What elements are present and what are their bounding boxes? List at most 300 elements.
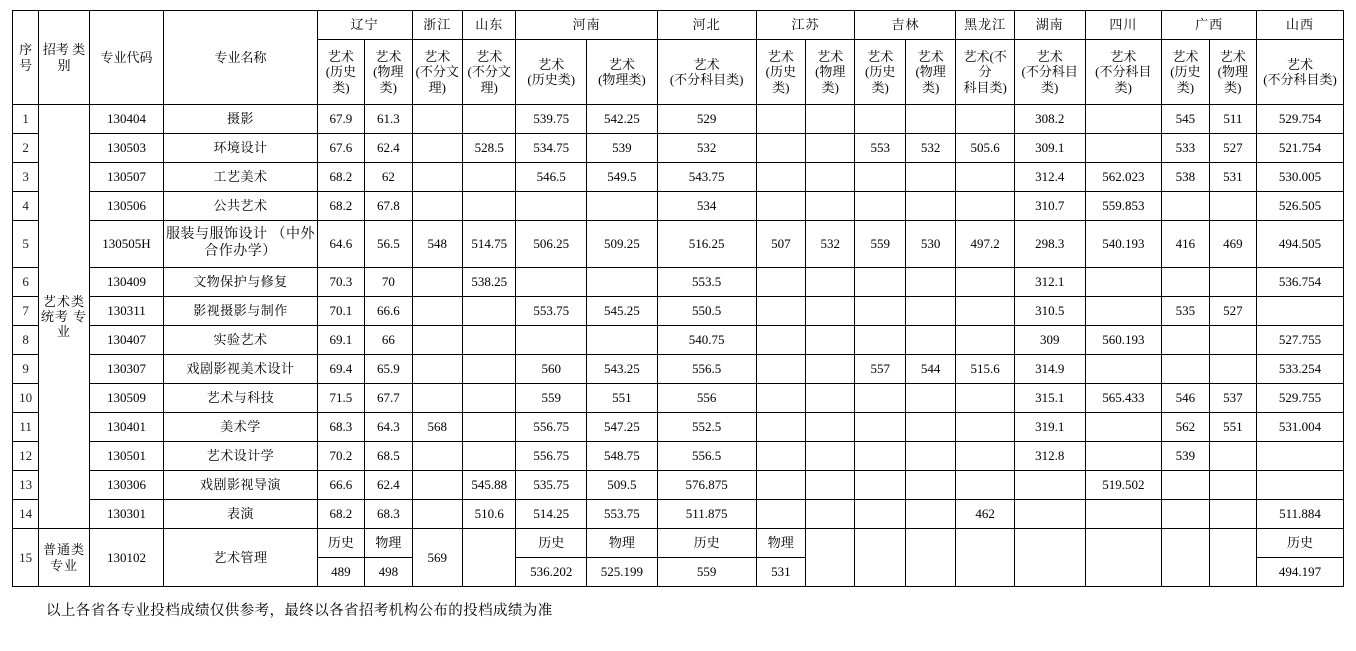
province-header-shanxi: 山西 <box>1257 11 1344 40</box>
score-cell: 511.875 <box>657 500 756 529</box>
score-cell: 309 <box>1014 326 1085 355</box>
score-cell <box>1257 471 1344 500</box>
score-cell <box>1209 442 1256 471</box>
province-header-zhejiang: 浙江 <box>412 11 462 40</box>
row-major-code: 130404 <box>89 105 164 134</box>
row-major-code: 130505H <box>89 221 164 268</box>
score-cell <box>806 355 855 384</box>
table-row <box>13 355 1344 384</box>
score-cell <box>956 413 1015 442</box>
score-cell <box>756 355 805 384</box>
row-serial: 12 <box>13 442 39 471</box>
score-cell <box>806 268 855 297</box>
province-header-liaoning: 辽宁 <box>317 11 412 40</box>
row-major-name: 美术学 <box>164 413 317 442</box>
subject-header-7: 艺术 (历史 类) <box>756 40 805 105</box>
score-cell <box>1014 471 1085 500</box>
score-cell: 62.4 <box>365 134 412 163</box>
score-cell <box>956 529 1015 587</box>
score-cell: 509.5 <box>587 471 658 500</box>
score-cell: 310.7 <box>1014 192 1085 221</box>
score-cell: 62.4 <box>365 471 412 500</box>
score-cell: 540.193 <box>1085 221 1162 268</box>
score-cell <box>462 442 515 471</box>
row-major-name: 艺术管理 <box>164 529 317 587</box>
row-serial: 15 <box>13 529 39 587</box>
score-cell <box>1085 442 1162 471</box>
subject-header-8: 艺术 (物理 类) <box>806 40 855 105</box>
row-major-name: 戏剧影视美术设计 <box>164 355 317 384</box>
score-cell: 66.6 <box>365 297 412 326</box>
score-cell: 521.754 <box>1257 134 1344 163</box>
score-cell <box>756 326 805 355</box>
score-cell <box>412 500 462 529</box>
score-cell: 540.75 <box>657 326 756 355</box>
score-cell: 64.3 <box>365 413 412 442</box>
score-cell <box>806 384 855 413</box>
score-cell <box>462 413 515 442</box>
score-cell: 548 <box>412 221 462 268</box>
row-major-name: 摄影 <box>164 105 317 134</box>
score-cell <box>855 500 905 529</box>
table-row <box>13 221 1344 268</box>
table-row <box>13 105 1344 134</box>
score-cell <box>806 163 855 192</box>
score-cell: 516.25 <box>657 221 756 268</box>
province-header-shandong: 山东 <box>462 11 515 40</box>
score-cell: 568 <box>412 413 462 442</box>
score-cell: 536.202 <box>516 558 587 587</box>
score-cell: 519.502 <box>1085 471 1162 500</box>
score-cell: 545 <box>1162 105 1209 134</box>
row-major-name: 服装与服饰设计 （中外合作办学） <box>164 221 317 268</box>
score-cell <box>1085 268 1162 297</box>
subject-header-15: 艺术 (物理 类) <box>1209 40 1256 105</box>
score-cell <box>587 192 658 221</box>
row-major-code: 130311 <box>89 297 164 326</box>
row-major-code: 130307 <box>89 355 164 384</box>
province-header-heilongjiang: 黑龙江 <box>956 11 1015 40</box>
score-cell: 543.25 <box>587 355 658 384</box>
subject-header-14: 艺术 (历史 类) <box>1162 40 1209 105</box>
score-cell: 312.1 <box>1014 268 1085 297</box>
score-cell: 556 <box>657 384 756 413</box>
subject-label-cell: 物理 <box>756 529 805 558</box>
table-row <box>13 163 1344 192</box>
score-cell: 532 <box>806 221 855 268</box>
score-cell: 309.1 <box>1014 134 1085 163</box>
score-cell: 545.88 <box>462 471 515 500</box>
score-cell <box>756 134 805 163</box>
score-cell <box>806 500 855 529</box>
score-cell <box>905 471 955 500</box>
score-cell: 533.254 <box>1257 355 1344 384</box>
score-cell <box>516 326 587 355</box>
score-cell <box>855 297 905 326</box>
score-cell <box>956 297 1015 326</box>
score-cell: 298.3 <box>1014 221 1085 268</box>
province-header-sichuan: 四川 <box>1085 11 1162 40</box>
score-cell <box>1162 355 1209 384</box>
row-major-code: 130407 <box>89 326 164 355</box>
row-major-code: 130501 <box>89 442 164 471</box>
row-major-name: 文物保护与修复 <box>164 268 317 297</box>
score-cell: 530.005 <box>1257 163 1344 192</box>
province-header-jilin: 吉林 <box>855 11 956 40</box>
score-cell <box>855 326 905 355</box>
score-cell: 70.2 <box>317 442 364 471</box>
score-cell <box>855 192 905 221</box>
score-cell: 64.6 <box>317 221 364 268</box>
score-cell: 569 <box>412 529 462 587</box>
score-cell <box>806 134 855 163</box>
province-header-guangxi: 广西 <box>1162 11 1257 40</box>
score-cell: 556.5 <box>657 355 756 384</box>
score-cell <box>1162 529 1209 587</box>
score-cell <box>806 192 855 221</box>
row-serial: 7 <box>13 297 39 326</box>
score-cell <box>756 384 805 413</box>
score-cell: 65.9 <box>365 355 412 384</box>
row-major-name: 实验艺术 <box>164 326 317 355</box>
score-cell: 535.75 <box>516 471 587 500</box>
score-cell: 67.9 <box>317 105 364 134</box>
row-major-code: 130401 <box>89 413 164 442</box>
score-cell <box>412 326 462 355</box>
row-major-name: 艺术与科技 <box>164 384 317 413</box>
score-cell <box>1209 529 1256 587</box>
score-cell: 62 <box>365 163 412 192</box>
score-cell: 497.2 <box>956 221 1015 268</box>
score-cell: 557 <box>855 355 905 384</box>
score-cell <box>905 500 955 529</box>
score-cell <box>1257 297 1344 326</box>
score-cell <box>412 384 462 413</box>
score-cell <box>1162 500 1209 529</box>
score-cell: 505.6 <box>956 134 1015 163</box>
subject-label-cell: 历史 <box>1257 529 1344 558</box>
row-major-code: 130306 <box>89 471 164 500</box>
score-cell: 532 <box>657 134 756 163</box>
row-major-code: 130301 <box>89 500 164 529</box>
score-cell <box>516 268 587 297</box>
score-cell: 529 <box>657 105 756 134</box>
score-cell <box>587 268 658 297</box>
score-cell: 546 <box>1162 384 1209 413</box>
table-row <box>13 413 1344 442</box>
score-cell <box>956 384 1015 413</box>
score-cell <box>855 163 905 192</box>
score-cell <box>905 529 955 587</box>
score-cell <box>462 297 515 326</box>
score-cell: 559 <box>657 558 756 587</box>
row-serial: 1 <box>13 105 39 134</box>
score-cell: 507 <box>756 221 805 268</box>
score-cell <box>412 105 462 134</box>
score-cell <box>1085 297 1162 326</box>
score-cell <box>462 529 515 587</box>
subject-header-13: 艺术 (不分科目 类) <box>1085 40 1162 105</box>
score-cell <box>462 192 515 221</box>
score-cell: 71.5 <box>317 384 364 413</box>
score-cell: 534.75 <box>516 134 587 163</box>
score-cell: 560 <box>516 355 587 384</box>
score-cell <box>1014 500 1085 529</box>
score-cell: 514.25 <box>516 500 587 529</box>
score-cell: 556.75 <box>516 442 587 471</box>
score-cell <box>1014 529 1085 587</box>
score-cell <box>806 471 855 500</box>
score-cell <box>462 326 515 355</box>
row-major-code: 130102 <box>89 529 164 587</box>
score-cell: 559 <box>516 384 587 413</box>
score-cell <box>905 105 955 134</box>
row-major-name: 影视摄影与制作 <box>164 297 317 326</box>
row-major-name: 表演 <box>164 500 317 529</box>
score-cell: 68.2 <box>317 500 364 529</box>
score-cell <box>1085 134 1162 163</box>
score-cell <box>956 442 1015 471</box>
score-cell: 550.5 <box>657 297 756 326</box>
score-cell <box>956 192 1015 221</box>
score-cell: 542.25 <box>587 105 658 134</box>
subject-header-2: 艺术 (不分文 理) <box>412 40 462 105</box>
score-cell: 319.1 <box>1014 413 1085 442</box>
score-cell: 68.2 <box>317 192 364 221</box>
score-cell: 551 <box>587 384 658 413</box>
header-category: 招考 类别 <box>39 11 89 105</box>
score-cell: 310.5 <box>1014 297 1085 326</box>
table-row <box>13 442 1344 471</box>
subject-label-cell: 历史 <box>516 529 587 558</box>
score-cell: 70.1 <box>317 297 364 326</box>
row-serial: 8 <box>13 326 39 355</box>
score-cell <box>412 268 462 297</box>
score-cell <box>756 297 805 326</box>
score-cell: 556.5 <box>657 442 756 471</box>
province-header-jiangsu: 江苏 <box>756 11 855 40</box>
table-row <box>13 326 1344 355</box>
score-cell: 527.755 <box>1257 326 1344 355</box>
score-cell <box>855 268 905 297</box>
score-cell <box>756 413 805 442</box>
subject-header-9: 艺术 (历史 类) <box>855 40 905 105</box>
admission-score-table <box>12 10 1344 587</box>
score-cell: 528.5 <box>462 134 515 163</box>
score-cell <box>756 192 805 221</box>
score-cell <box>756 471 805 500</box>
row-major-code: 130506 <box>89 192 164 221</box>
score-cell: 494.197 <box>1257 558 1344 587</box>
score-cell: 66.6 <box>317 471 364 500</box>
score-cell: 543.75 <box>657 163 756 192</box>
score-cell: 552.5 <box>657 413 756 442</box>
score-cell <box>806 105 855 134</box>
score-cell <box>1162 268 1209 297</box>
score-cell: 489 <box>317 558 364 587</box>
category-group-general: 普通类 专业 <box>39 529 89 587</box>
subject-label-cell: 历史 <box>657 529 756 558</box>
score-cell <box>855 105 905 134</box>
score-cell <box>905 192 955 221</box>
subject-header-0: 艺术 (历史 类) <box>317 40 364 105</box>
row-major-name: 艺术设计学 <box>164 442 317 471</box>
score-cell: 549.5 <box>587 163 658 192</box>
province-header-hunan: 湖南 <box>1014 11 1085 40</box>
row-serial: 2 <box>13 134 39 163</box>
score-cell <box>462 105 515 134</box>
score-cell: 525.199 <box>587 558 658 587</box>
score-cell: 531 <box>1209 163 1256 192</box>
score-cell: 511.884 <box>1257 500 1344 529</box>
table-row <box>13 268 1344 297</box>
score-cell: 308.2 <box>1014 105 1085 134</box>
score-cell <box>462 384 515 413</box>
score-cell: 537 <box>1209 384 1256 413</box>
score-cell <box>905 413 955 442</box>
score-cell: 539.75 <box>516 105 587 134</box>
score-cell <box>855 384 905 413</box>
score-cell <box>1085 500 1162 529</box>
score-cell: 529.755 <box>1257 384 1344 413</box>
subject-header-1: 艺术 (物理 类) <box>365 40 412 105</box>
score-cell <box>412 442 462 471</box>
row-serial: 13 <box>13 471 39 500</box>
score-cell <box>1209 500 1256 529</box>
score-cell <box>412 163 462 192</box>
score-cell: 66 <box>365 326 412 355</box>
subject-header-3: 艺术 (不分文 理) <box>462 40 515 105</box>
score-cell <box>412 471 462 500</box>
score-cell: 526.505 <box>1257 192 1344 221</box>
score-cell: 559.853 <box>1085 192 1162 221</box>
score-cell: 553 <box>855 134 905 163</box>
score-cell: 553.75 <box>587 500 658 529</box>
score-cell <box>956 105 1015 134</box>
score-cell: 539 <box>1162 442 1209 471</box>
score-cell: 535 <box>1162 297 1209 326</box>
score-cell: 527 <box>1209 297 1256 326</box>
table-row <box>13 297 1344 326</box>
score-cell: 511 <box>1209 105 1256 134</box>
row-major-name: 工艺美术 <box>164 163 317 192</box>
score-cell: 514.75 <box>462 221 515 268</box>
score-cell <box>1209 355 1256 384</box>
header-major-code: 专业代码 <box>89 11 164 105</box>
score-cell <box>905 384 955 413</box>
score-cell <box>462 163 515 192</box>
score-cell: 509.25 <box>587 221 658 268</box>
score-cell <box>756 105 805 134</box>
score-cell: 469 <box>1209 221 1256 268</box>
score-cell: 533 <box>1162 134 1209 163</box>
score-cell: 531 <box>756 558 805 587</box>
row-major-name: 环境设计 <box>164 134 317 163</box>
score-cell: 529.754 <box>1257 105 1344 134</box>
subject-header-4: 艺术 (历史类) <box>516 40 587 105</box>
score-cell <box>412 134 462 163</box>
row-serial: 10 <box>13 384 39 413</box>
score-cell <box>806 442 855 471</box>
score-cell <box>412 355 462 384</box>
score-cell: 312.8 <box>1014 442 1085 471</box>
score-cell: 530 <box>905 221 955 268</box>
province-header-row <box>13 11 1344 40</box>
score-cell: 68.3 <box>365 500 412 529</box>
score-cell <box>1162 192 1209 221</box>
province-header-henan: 河南 <box>516 11 657 40</box>
score-cell: 67.8 <box>365 192 412 221</box>
score-cell: 559 <box>855 221 905 268</box>
score-cell: 536.754 <box>1257 268 1344 297</box>
subject-label-cell: 历史 <box>317 529 364 558</box>
score-cell <box>956 163 1015 192</box>
score-cell <box>855 442 905 471</box>
score-cell <box>806 413 855 442</box>
row-serial: 9 <box>13 355 39 384</box>
score-cell: 498 <box>365 558 412 587</box>
row-serial: 3 <box>13 163 39 192</box>
row-serial: 14 <box>13 500 39 529</box>
subject-label-cell: 物理 <box>587 529 658 558</box>
score-cell: 532 <box>905 134 955 163</box>
row-major-code: 130503 <box>89 134 164 163</box>
score-cell <box>756 163 805 192</box>
score-cell: 553.75 <box>516 297 587 326</box>
score-cell <box>855 413 905 442</box>
subject-header-10: 艺术 (物理 类) <box>905 40 955 105</box>
subject-header-11: 艺术(不分 科目类) <box>956 40 1015 105</box>
row-major-name: 戏剧影视导演 <box>164 471 317 500</box>
score-cell <box>1162 471 1209 500</box>
score-cell <box>855 529 905 587</box>
row-serial: 6 <box>13 268 39 297</box>
score-cell <box>516 192 587 221</box>
score-cell: 565.433 <box>1085 384 1162 413</box>
score-cell: 576.875 <box>657 471 756 500</box>
score-cell <box>412 192 462 221</box>
subject-header-16: 艺术 (不分科目类) <box>1257 40 1344 105</box>
score-cell <box>905 163 955 192</box>
score-cell <box>905 326 955 355</box>
score-cell <box>806 326 855 355</box>
score-cell: 515.6 <box>956 355 1015 384</box>
score-cell: 531.004 <box>1257 413 1344 442</box>
score-cell: 510.6 <box>462 500 515 529</box>
score-cell: 70 <box>365 268 412 297</box>
score-cell <box>905 297 955 326</box>
header-major-name: 专业名称 <box>164 11 317 105</box>
score-cell <box>1209 192 1256 221</box>
score-cell: 544 <box>905 355 955 384</box>
score-cell: 68.3 <box>317 413 364 442</box>
score-cell: 61.3 <box>365 105 412 134</box>
score-cell <box>905 268 955 297</box>
score-cell <box>905 442 955 471</box>
score-cell <box>1209 326 1256 355</box>
score-cell: 70.3 <box>317 268 364 297</box>
score-cell: 494.505 <box>1257 221 1344 268</box>
score-cell: 462 <box>956 500 1015 529</box>
score-cell <box>1209 471 1256 500</box>
score-cell: 538.25 <box>462 268 515 297</box>
score-cell <box>956 471 1015 500</box>
score-cell <box>756 268 805 297</box>
score-cell <box>1085 105 1162 134</box>
row-major-name: 公共艺术 <box>164 192 317 221</box>
score-cell <box>956 268 1015 297</box>
score-cell: 534 <box>657 192 756 221</box>
